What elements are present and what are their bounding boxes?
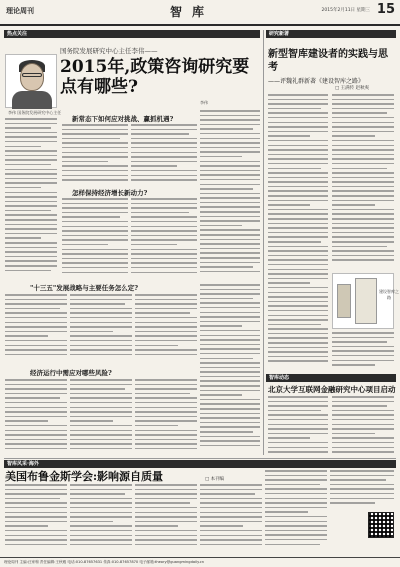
section-bar-trends: 智库动态 bbox=[266, 374, 396, 382]
page-number: 15 bbox=[376, 2, 395, 17]
horizontal-divider bbox=[4, 458, 396, 459]
bottom-column-e bbox=[265, 470, 327, 554]
review-column-c bbox=[332, 332, 394, 372]
page-footer: 理论周刊 主编:汪家驹 责任编辑:王秋雅 电话:010-87657631 传真:010-87657870 电子邮箱:theory@guangmingdaily.cn bbox=[0, 557, 400, 567]
masthead bbox=[0, 0, 400, 26]
qr-code bbox=[368, 512, 394, 538]
book-title: 建设智库之路 bbox=[379, 289, 399, 300]
review-column-b bbox=[332, 94, 394, 270]
bottom-column-f bbox=[330, 470, 394, 510]
article-column-4c bbox=[135, 379, 197, 455]
subhead-five-year-plan: "十三五"发展战略与主要任务怎么定? bbox=[30, 284, 139, 292]
bottom-headline: 美国布鲁金斯学会:影响源自质量 bbox=[5, 470, 164, 483]
article-column-1a bbox=[62, 124, 128, 186]
review-column-a bbox=[268, 94, 328, 374]
article-column-1c bbox=[200, 110, 260, 280]
bottom-column-a bbox=[5, 484, 67, 554]
column-divider bbox=[263, 30, 264, 455]
article-column-4a bbox=[5, 379, 67, 455]
portrait-caption: 李伟 国务院发展研究中心主任 bbox=[8, 110, 62, 115]
bottom-column-d bbox=[200, 484, 262, 554]
book-cover-image bbox=[332, 273, 399, 329]
subhead-risks: 经济运行中需应对哪些风险? bbox=[30, 369, 112, 377]
article-column-3a bbox=[5, 294, 67, 362]
review-subtitle: ——评魏礼群新著《建设智库之路》 bbox=[268, 78, 365, 85]
section-bar-research: 研究新著 bbox=[266, 30, 396, 38]
news-title: 北京大学互联网金融研究中心项目启动 bbox=[268, 385, 396, 394]
headline-kicker: 国务院发展研究中心主任李伟—— bbox=[60, 47, 158, 55]
review-byline: □ 王满传 赵秋爽 bbox=[335, 86, 370, 91]
news-column-a bbox=[268, 396, 328, 456]
subhead-challenges: 新常态下如何应对挑战、赢抓机遇? bbox=[72, 115, 174, 123]
section-bar-overseas: 智库风采·海外 bbox=[4, 460, 396, 468]
article-column-2b bbox=[131, 198, 197, 278]
main-byline: 李伟 bbox=[200, 100, 208, 105]
section-bar-hot-topic: 热点关注 bbox=[4, 30, 260, 38]
article-column-2a bbox=[62, 198, 128, 278]
article-column-3d bbox=[200, 284, 260, 454]
bottom-byline: □ 本刊编 bbox=[205, 477, 225, 482]
review-title: 新型智库建设者的实践与思考 bbox=[268, 49, 388, 73]
bottom-column-c bbox=[135, 484, 197, 554]
article-column-3b bbox=[70, 294, 132, 362]
main-headline: 2015年,政策咨询研究要点有哪些? bbox=[60, 57, 250, 97]
article-column-1b bbox=[131, 124, 197, 186]
issue-date: 2015年2月11日 星期三 bbox=[321, 8, 370, 13]
subhead-growth: 怎样保持经济增长新动力? bbox=[72, 189, 148, 197]
author-portrait bbox=[5, 54, 57, 108]
article-column-4b bbox=[70, 379, 132, 455]
intro-text-block bbox=[5, 118, 57, 278]
bottom-column-b bbox=[70, 484, 132, 554]
article-column-3c bbox=[135, 294, 197, 362]
page-title: 智库 bbox=[170, 5, 215, 19]
section-label: 理论周刊 bbox=[6, 6, 34, 15]
news-column-b bbox=[332, 396, 394, 456]
